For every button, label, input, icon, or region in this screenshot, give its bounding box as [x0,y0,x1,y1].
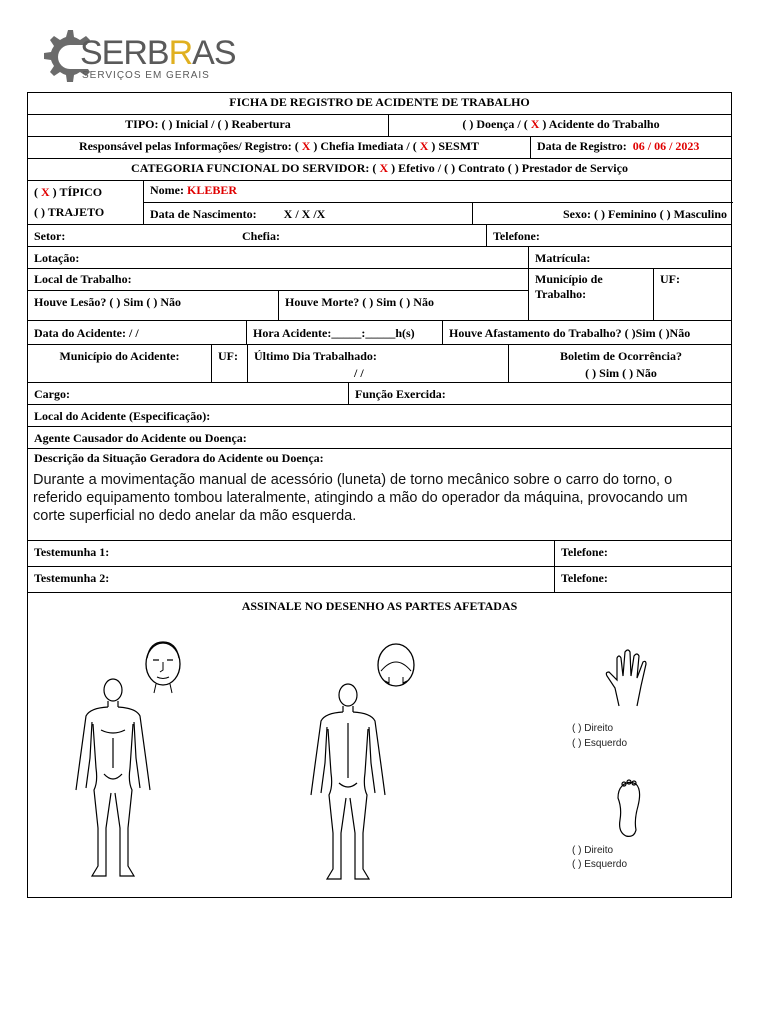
municipio-acidente-field[interactable]: Município do Acidente: [59,349,180,363]
company-logo [40,26,236,92]
cargo-row [28,383,731,405]
funcao-field[interactable]: Função Exercida: [348,383,733,404]
local-trabalho-block [28,269,731,321]
responsavel-row [28,137,731,159]
testemunha1-telefone[interactable]: Telefone: [554,541,733,566]
testemunha2-telefone[interactable]: Telefone: [554,567,733,592]
setor-row [28,225,731,247]
chefia-field[interactable]: Chefia: [242,229,280,243]
uf-acidente-field[interactable]: UF: [211,345,247,382]
testemunha1-row [28,541,731,567]
form-title-row [28,93,731,115]
assinale-heading: ASSINALE NO DESENHO AS PARTES AFETADAS [241,599,518,613]
municipio-acidente-row [28,345,731,383]
doenca-field[interactable]: ( ) Doença / ( X ) Acidente do Trabalho [388,115,733,136]
lesao-field[interactable]: Houve Lesão? ( ) Sim ( ) Não [34,295,181,309]
data-registro-field[interactable]: Data de Registro: 06 / 06 / 2023 [530,137,733,158]
categoria-row [28,159,731,181]
local-trabalho-field[interactable]: Local de Trabalho: [28,269,528,291]
afastamento-field[interactable]: Houve Afastamento do Trabalho? ( )Sim ( )Não [442,321,733,344]
local-acidente-row [28,405,731,427]
front-body-figure[interactable] [68,678,158,883]
trajeto-field[interactable]: ( ) TRAJETO [34,205,105,219]
foot-direito-option[interactable]: ( ) Direito [572,845,614,856]
local-acidente-field[interactable]: Local do Acidente (Especificação): [34,409,211,423]
foot-esquerdo-option[interactable]: ( ) Esquerdo [572,859,628,870]
tipico-field[interactable]: ( X ) TÍPICO [34,185,103,199]
uf-trabalho-field[interactable]: UF: [653,269,733,320]
telefone-field[interactable]: Telefone: [486,225,733,246]
form-title: FICHA DE REGISTRO DE ACIDENTE DE TRABALHO [229,95,530,109]
descricao-text[interactable]: Durante a movimentação manual de acessório (luneta) de torno mecânico sobre o carro do torno, o referido equipamento tombou lateralmente, atingindo a mão do operador da máquina, provocando um corte superficial no dedo anelar da mão esquerda. [33,472,688,524]
tipo-field[interactable]: TIPO: ( ) Inicial / ( ) Reabertura [125,117,291,131]
municipio-trabalho-field[interactable]: Município de Trabalho: [528,269,653,320]
acidente-row [28,321,731,345]
morte-field[interactable]: Houve Morte? ( ) Sim ( ) Não [278,291,528,321]
identificacao-block [28,181,731,225]
back-body-figure[interactable] [303,683,393,883]
foot-figure[interactable] [608,778,648,840]
tipo-row [28,115,731,137]
descricao-label: Descrição da Situação Geradora do Acidente ou Doença: [34,451,324,465]
descricao-row [28,449,731,541]
sexo-field[interactable]: Sexo: ( ) Feminino ( ) Masculino [472,203,733,225]
boletim-field[interactable]: Boletim de Ocorrência? ( ) Sim ( ) Não [508,345,733,382]
logo-brand: SERBRAS [80,34,236,72]
categoria-field[interactable]: CATEGORIA FUNCIONAL DO SERVIDOR: ( X ) Efetivo / ( ) Contrato ( ) Prestador de Serviço [131,161,628,175]
setor-field[interactable]: Setor: [34,229,66,243]
data-acidente-field[interactable]: Data do Acidente: / / [34,326,139,340]
nascimento-field[interactable]: Data de Nascimento: X / X /X [143,203,472,225]
agente-field[interactable]: Agente Causador do Acidente ou Doença: [34,431,247,445]
testemunha1-field[interactable]: Testemunha 1: [34,545,110,559]
hand-direito-option[interactable]: ( ) Direito [572,723,614,734]
lotacao-row [28,247,731,269]
lotacao-field[interactable]: Lotação: [34,251,80,265]
ultimo-dia-field[interactable]: Último Dia Trabalhado: / / [247,345,508,382]
testemunha2-row [28,567,731,593]
logo-tagline: SERVIÇOS EM GERAIS [82,70,210,81]
cargo-field[interactable]: Cargo: [34,387,70,401]
nome-field[interactable]: Nome: KLEBER [143,181,733,203]
hand-esquerdo-option[interactable]: ( ) Esquerdo [572,738,628,749]
responsavel-field[interactable]: Responsável pelas Informações/ Registro: ( X ) Chefia Imediata / ( X ) SESMT [78,139,480,153]
hora-acidente-field[interactable]: Hora Acidente:_____:_____h(s) [246,321,442,344]
accident-form [27,92,732,898]
testemunha2-field[interactable]: Testemunha 2: [34,571,110,585]
agente-row [28,427,731,449]
matricula-field[interactable]: Matrícula: [528,247,733,268]
hand-figure[interactable] [603,648,653,710]
